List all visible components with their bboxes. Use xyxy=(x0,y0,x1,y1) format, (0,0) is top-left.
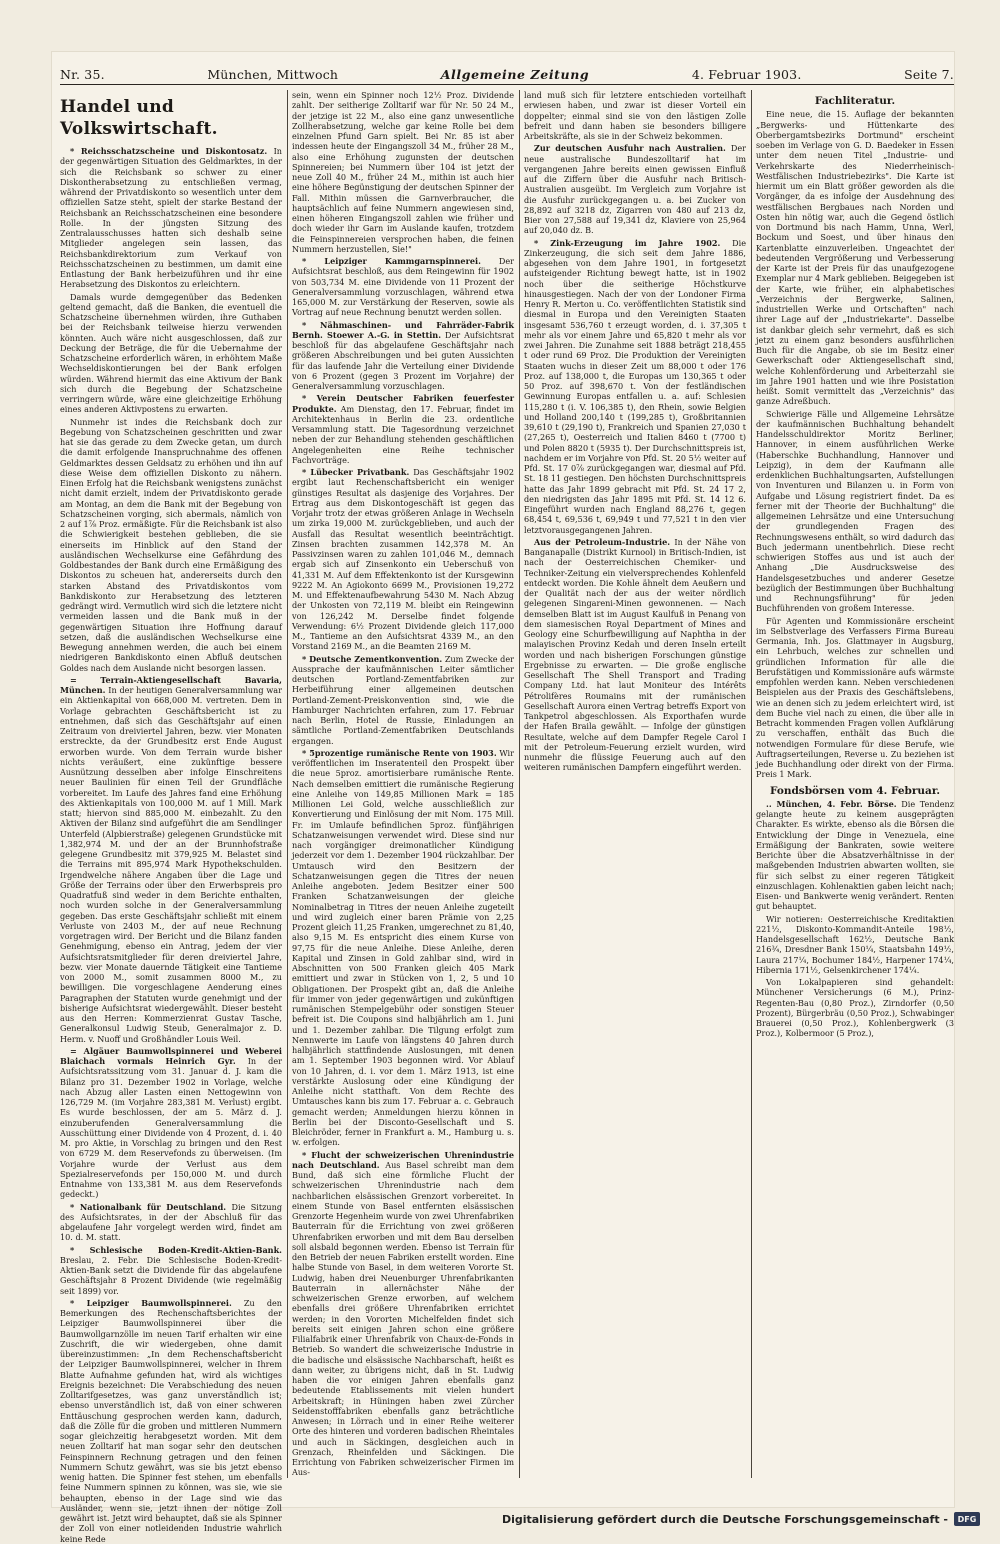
page-number: Seite 7. xyxy=(904,67,954,82)
article-paragraph xyxy=(60,292,282,415)
article-paragraph xyxy=(60,675,282,1044)
section-heading: Fachliteratur. xyxy=(814,95,896,107)
article-lead: Aus der Petroleum-Industrie. xyxy=(534,536,671,547)
article-paragraph xyxy=(292,90,514,254)
column-4 xyxy=(756,90,954,1478)
article-text: Von Lokalpapieren sind gehandelt: Münchener Versicherungs (6 M.), Prinz-Regenten-Bau (0,80 Proz.), Zirndorfer (0,50 Prozent), Bürgerbräu (0,50 Proz.), Schwabinger Brauerei (0,50 Proz.), Kohlenbergwerk (3 Proz.), Kolbermoor (5 Proz.), xyxy=(756,977,954,1039)
article-paragraph xyxy=(60,1245,282,1296)
article-paragraph xyxy=(756,799,954,912)
article-lead: * Nationalbank für Deutschland. xyxy=(70,1201,227,1212)
column-1 xyxy=(60,90,283,1544)
article-paragraph xyxy=(524,537,746,773)
digitization-footer xyxy=(502,1512,980,1526)
article-lead: .. München, 4. Febr. Börse. xyxy=(766,798,897,809)
article-paragraph xyxy=(524,238,746,535)
article-paragraph xyxy=(292,467,514,652)
column-2 xyxy=(292,90,514,1478)
article-text: Damals wurde demgegenüber das Bedenken geltend gemacht, daß die Banken, die eventuell die Schatzscheine übernehmen würden, ihre Guthaben bei der Reichsbank teilweise hierzu verwenden könnten. Auch wäre nicht ausgeschlossen, daß zur Deckung der Beträge, die für die Uebernahme der Schatzscheine erforderlich wären, in erhöhtem Maße Wechseldiskontierungen bei der Bank erfolgen würden. Während hiermit das eine Aktivum der Bank sich durch die Begebung der Schatzscheine verringern würde, wäre eine gleichzeitige Erhöhung eines anderen Aktivpostens zu erwarten. xyxy=(60,291,282,415)
newspaper-title: Allgemeine Zeitung xyxy=(440,67,590,82)
article-text: Breslau, 2. Febr. Die Schlesische Boden-Kredit-Aktien-Bank setzt die Dividende für das abgelaufene Geschäftsjahr 8 Prozent Dividende (wie regelmäßig seit 1899) vor. xyxy=(60,1254,282,1296)
article-paragraph xyxy=(756,616,954,780)
dfg-logo: DFG xyxy=(954,1512,980,1526)
column-3 xyxy=(524,90,746,1478)
article-text: Die Tendenz gelangte heute zu keinem ausgeprägten Charakter. Es wirkte, ebenso als die Börsen die Entwicklung der Dinge in Venezuela, eine Ermäßigung der Bankraten, sowie weitere Berichte über die Absatzverhältnisse in der maßgebenden Industrien abwarten wollten, sie für sich selbst zu einer regeren Tätigkeit einzuschlagen. Kohlenaktien gaben leicht nach; Eisen- und Bankwerte wenig verändert. Renten gut behauptet. xyxy=(756,798,954,912)
article-text: Der Aufsichtsrat beschloß, aus dem Reingewinn für 1902 von 503,734 M. eine Dividende von 11 Prozent der Generalversammlung vorzuschlagen, während etwa 165,000 M. zur Verstärkung der Reserven, sowie als Vortrag auf neue Rechnung benutzt werden sollen. xyxy=(292,256,514,318)
article-paragraph xyxy=(60,1298,282,1544)
article-paragraph xyxy=(756,409,954,614)
footer-text: Digitalisierung gefördert durch die Deutsche Forschungsgemeinschaft - xyxy=(501,1512,948,1526)
article-paragraph xyxy=(756,914,954,976)
article-paragraph xyxy=(756,977,954,1039)
column-divider xyxy=(751,90,752,1478)
article-lead: * Verein Deutscher Fabriken feuerfester Produkte. xyxy=(292,393,514,414)
article-text: Wir notieren: Oesterreichische Kreditaktien 221½, Diskonto-Kommandit-Anteile 198½, Handelsgesellschaft 162½, Deutsche Bank 216¾, Dresdner Bank 150¼, Staatsbahn 149½, Laura 217¼, Bochumer 184½, Harpener 174¼, Hibernia 171½, Gelsenkirchener 174¼. xyxy=(756,913,954,975)
article-text: Der neue australische Bundeszolltarif hat im vergangenen Jahre bereits einen gewissen Einfluß auf die Ziffern über die Ausfuhr nach Britisch-Australien ausgeübt. Im Vergleich zum Vorjahre ist die Ausfuhr zurückgegangen u. a. bei Zucker von 28,892 auf 3218 dz, Zigarren von 480 auf 213 dz, Bier von 27,588 auf 19,341 dz, Klaviere von 25,964 auf 20,040 dz. B. xyxy=(524,143,746,236)
article-text: In der gegenwärtigen Situation des Geldmarktes, in der sich die Reichsbank so schwer zu einer Diskontherabsetzung zu entschließen vermag, während der Privatdiskonto so wesentlich unter dem offiziellen Satze steht, spielt der starke Bestand der Reichsbank an Reichsschatzscheinen eine besondere Rolle. In der jüngsten Sitzung des Zentralausschusses hatten sich deshalb seine Mitglieder angelegen sein lassen, das Reichsbankdirektorium zum Verkauf von Reichsschatzscheinen zu bestimmen, um damit eine Entlastung der Bank herbeizuführen und ihr eine Herabsetzung des Diskontos zu erleichtern. xyxy=(60,146,282,290)
article-text: land muß sich für letztere entschieden vorteilhaft erwiesen haben, und zwar ist dieser Vorteil ein doppelter; einmal sind sie von den lästigen Zolle befreit und dann haben sie besonders billigere Arbeitskräfte, als sie in der Schweiz bekommen. xyxy=(524,90,746,141)
article-paragraph xyxy=(60,1202,282,1243)
section-heading: Fondsbörsen vom 4. Februar. xyxy=(769,784,941,797)
article-lead: * Reichsschatzscheine und Diskontosatz. xyxy=(70,146,268,156)
article-lead: * Flucht der schweizerischen Uhrenindustrie nach Deutschland. xyxy=(292,1149,514,1170)
article-text: sein, wenn ein Spinner noch 12½ Proz. Dividende zahlt. Der seitherige Zolltarif war für Nr. 50 24 M., der jetzige ist 22 M., also eine ganz unwesentliche Zollherabsetzung, welche gar keine Rolle bei dem einzelnen Pfund Garn spielt. Bei Nr. 85 ist aber indessen heute der Eingangszoll 34 M., früher 28 M., also eine Erhöhung zugunsten der deutschen Spinnereien; bei Nummern über 104 ist jetzt der neue Zoll 40 M., früher 24 M., mithin ist auch hier eine höhere Begünstigung der deutschen Spinner der Fall. Mithin müssen die Garnverbraucher, die hauptsächlich auf feine Nummern angewiesen sind, einen höheren Eingangszoll zahlen wie früher und doch wieder ihr Garn im Auslande kaufen, trotzdem die Feinspinnereien versprochen haben, die feinen Nummern herzustellen, Sie!" xyxy=(292,90,514,254)
article-lead: * Nähmaschinen- und Fahrräder-Fabrik Bernh. Stoewer A.-G. in Stettin. xyxy=(292,319,514,340)
article-paragraph xyxy=(60,1046,282,1200)
article-lead: * Schlesische Boden-Kredit-Aktien-Bank. xyxy=(70,1244,282,1255)
article-text: Für Agenten und Kommissionäre erscheint im Selbstverlage des Verfassers Firma Bureau Germania, Inh. Jos. Glattmayer in Augsburg, ein Lehrbuch, welches zur schnellen und gründlichen Information für alle die Berufstätigen und Kommissionäre aufs wärmste empfohlen werden kann. Neben verschiedenen Beispielen aus der Praxis des Geschäftslebens, wie an denen sich zu jedem erleichtert wird, ist dem Buche viel nach zu einen, die über alle in Betracht kommenden Fragen vollen Aufklärung zu verschaffen, enthält das Buch die notwendigen Formulare für diese Berufe, wie Auftragserteilungen, Reverse u. Zu beziehen ist jede Buchhandlung oder direkt von der Firma. Preis 1 Mark. xyxy=(756,615,954,780)
article-text: Die Zinkerzeugung, die sich seit dem Jahre 1886, abgesehen von dem Jahre 1901, in fortgesetzt aufsteigender Richtung bewegt hatte, ist in 1902 noch über die seitherige Höchstkurve hinausgestiegen. Nach der von der Londoner Firma Henry R. Merton u. Co. veröffentlichten Statistik sind diesmal in Europa und den Vereinigten Staaten insgesamt 536,760 t erzeugt worden, d. i. 37,305 t mehr als vor einem Jahre und 65,820 t mehr als vor zwei Jahren. Die Zunahme seit 1888 beträgt 218,455 t oder rund 69 Proz. Die Produktion der Vereinigten Staaten wuchs in dieser Zeit um 88,000 t oder 176 Proz. auf 138,000 t, die Europas um 130,365 t oder 50 Proz. auf 398,670 t. Von der festländischen Gewinnung Europas entfallen u. a. auf: Schlesien 115,280 t (i. V. 106,385 t), den Rhein, sowie Belgien und Holland 200,140 t (199,285 t), Großbritannien 39,610 t (29,190 t), Frankreich und Spanien 27,030 t (27,265 t), Oesterreich und Italien 8460 t (7700 t) und Polen 8820 t (5935 t). Der Durchschnittspreis ist, nachdem er im Vorjahre von Pfd. St. 20 5½ weiter auf Pfd. St. 17 0⅞ zurückgegangen war, diesmal auf Pfd. St. 18 11 gestiegen. Den höchsten Durchschnittspreis hatte das Jahr 1899 gebracht mit Pfd. St. 24 17 2, den niedrigsten das Jahr 1895 mit Pfd. St. 14 12 6. Eingeführt wurden nach England 88,276 t, gegen 68,454 t, 69,536 t, 69,949 t und 77,521 t in den vier letztvorausgegangenen Jahren. xyxy=(524,237,746,535)
article-paragraph xyxy=(756,109,954,406)
article-text: Aus Basel schreibt man dem Bund, daß sich eine förmliche Flucht der schweizerischen Uhrenindustrie nach dem nachbarlichen elsässischen Grenzort vorbereitet. In einem Stunde von Basel entfernten elsässischen Grenzorte Hegenheim wurde von zwei Uhrenfabriken Bauterrain für die Errichtung von zwei größeren Uhrenfabriken erworben und mit dem Bau derselben soll alsbald begonnen werden. Ebenso ist Terrain für den Betrieb der neuen Fabriken erstellt worden. Eine halbe Stunde von Basel, in dem weiteren Vororte St. Ludwig, haben drei Neuenburger Uhrenfabrikanten Bauterrain in allernächster Nähe der schweizerischen Grenze erworben, auf welchem ebenfalls drei größere Uhrenfabriken errichtet werden; in den Vororten Michelfelden findet sich bereits seit einigen Jahren schon eine größere Filialfabrik einer Uhrenfabrik von Chaux-de-Fonds in Betrieb. So wandert die schweizerische Industrie in die badische und elsässische Nachbarschaft, heißt es dann weiter, zu übrigens nicht, daß in St. Ludwig haben die vor einigen Jahren ebenfalls ganz bedeutende Etablissements mit vielen hundert Arbeitskraft; in Hüningen haben zwei Zürcher Seidenstofffabriken ebenfalls ganz beträchtliche Anwesen; in Lörrach und in einer Reihe weiterer Orte des hinteren und vorderen badischen Rheintales und auch in Säckingen, desgleichen auch in Grenzach, Rheinfelden und Säckingen. Die Errichtung von Fabriken schweizerischer Firmen im Aus- xyxy=(292,1159,515,1478)
column-divider xyxy=(519,90,520,1478)
article-lead: Zur deutschen Ausfuhr nach Australien. xyxy=(534,143,726,154)
article-lead: = Algäuer Baumwollspinnerei und Weberei Blaichach vormals Heinrich Gyr. xyxy=(60,1045,282,1066)
article-text: Zu den Bemerkungen des Rechenschaftsberichtes der Leipziger Baumwollspinnerei über die Baumwollgarnzölle im neuen Tarif erhalten wir eine Zuschrift, die wir wiedergeben, ohne damit übereinzustimmen: „In dem Rechenschaftsbericht der Leipziger Baumwollspinnerei, welcher in Ihrem Blatte Aufnahme gefunden hat, wird als wichtiges Ereignis bezeichnet: Die Verabschiedung des neuen Zolltarifgesetzes, was ganz unverständlich ist; ebenso unverständlich ist, daß von einer schweren Enttäuschung gesprochen werden kann, dadurch, daß die Zölle für die groben und mittleren Nummern sogar gleichzeitig herabgesetzt worden. Mit dem neuen Zolltarif hat man sogar sehr den deutschen Feinspinnern Rechnung getragen und den feinen Nummern Schutz gewährt, was sie bis jetzt ebenso wenig hatten. Die Spinner fest stehen, um ebenfalls feine Nummern spinnen zu können, was sie, wie sie behaupten, ebenso in der Lage sind wie das Ausländer, wenn sie, jetzt ihnen der nötige Zoll gewährt ist. Jetzt wird behauptet, daß sie als Spinner der Zoll von einer notleidenden Industrie wahrlich keine Rede xyxy=(60,1297,282,1544)
article-text: In der heutigen Generalversammlung war ein Aktienkapital von 668,000 M. vertreten. Dem in Vorlage gebrachten Geschäftsbericht ist zu entnehmen, daß sich das Geschäftsjahr auf einen Zeitraum von dreiviertel Jahren, bezw. vier Monaten erstreckte, da der Grundbesitz erst Ende August erworben wurde. Von dem Terrain wurde bisher nichts veräußert, eine zukünftige bessere Ausnützung desselben aber infolge Einschreitens neuer Baulinien für einen Teil der Grundfläche vorbereitet. Im Laufe des Jahres fand eine Erhöhung des Aktienkapitals von 100,000 M. auf 1 Mill. Mark statt; hiervon sind 885,000 M. einbezahlt. Zu den Aktiven der Bilanz sind aufgeführt die am Sendlinger Unterfeld (Alpbierstraße) gelegenen Grundstücke mit 1,382,974 M. und der an der Brunnhofstraße gelegene Grundbesitz mit 379,925 M. Belastet sind die Terrains mit 895,974 Mark Hypothekschulden. Irgendwelche nähere Angaben über die Lage und Größe der Terrains oder über den Erwerbspreis pro Quadratfuß sind weder in dem Berichte enthalten, noch wurden solche in der Generalversammlung gegeben. Das erste Geschäftsjahr schließt mit einem Verluste von 2403 M., der auf neue Rechnung vorgetragen wird. Der Bericht und die Bilanz fanden Genehmigung, ebenso ein Antrag, jedem der vier Aufsichtsratsmitglieder für deren dreiviertel Jahre, bezw. vier Monate dauernde Tätigkeit eine Tantieme von 2000 M., somit zusammen 8000 M., zu bewilligen. Die vorgeschlagene Aenderung eines Paragraphen der Statuten wurde genehmigt und der bisherige Aufsichtsrat wiedergewählt. Dieser besteht aus den Herren: Kommerzienrat Gustav Tasche, Generalkonsul Ludwig Steub, Generalmajor z. D. Herm. v. Nuoff und Großhändler Louis Weil. xyxy=(60,685,282,1044)
article-paragraph xyxy=(292,320,514,392)
article-lead: * Zink-Erzeugung im Jahre 1902. xyxy=(534,237,721,248)
article-text: Schwierige Fälle und Allgemeine Lehrsätze der kaufmännischen Buchhaltung behandelt Handelsschuldirektor Moritz Berliner, Hannover, in einem ausführlichen Werke (Haberschke Buchhandlung, Hannover und Leipzig), in dem der Kaufmann alle erdenklichen Buchhaltungsarten, Aufstellungen von Inventuren und Bilanzen u. in Form von Aufgabe und Lösung registriert findet. Da es ferner mit der Theorie der Buchhaltung" die allgemeinen Lehrsätze und eine Untersuchung der grundlegenden Fragen des Rechnungswesens enthält, so wird dadurch das Buch jedermann unentbehrlich. Diese recht schwierigen Stoffes aus und ist auch der Anhang „Die Ausdrucksweise des Handelsgesetzbuches und anderer Gesetze bezüglich der Bestimmungen über Buchhaltung und Rechnungsführung" für jeden Buchführenden von großem Interesse. xyxy=(756,408,954,614)
article-lead: * Deutsche Zementkonvention. xyxy=(302,653,443,664)
article-text: Zum Zwecke der Aussprache der kaufmännischen Leiter sämtlicher deutschen Portland-Zementfabriken zur Herbeiführung einer allgemeinen deutschen Portland-Zement-Preiskonvention sind, wie die Hamburger Nachrichten erfahren, zum 17. Februar nach Berlin, Hotel de Russie, Einladungen an sämtliche Portland-Zementfabriken Deutschlands ergangen. xyxy=(292,653,514,746)
place-day: München, Mittwoch xyxy=(207,67,339,82)
article-text: Eine neue, die 15. Auflage der bekannten „Bergwerks- und Hüttenkarte des Oberbergamtsbezirks Dortmund" erscheint soeben im Verlage von G. D. Baedeker in Essen unter dem neuen Titel „Industrie- und Verkehrskarte des Niederrheinisch-Westfälischen Industriebezirks". Die Karte ist hiermit um ein Blatt größer geworden als die Vorgänger, da es infolge der Ausdehnung des westfälischen Bergbaues nach Norden und Osten hin nötig war, auch die Gegend östlich von Dortmund bis nach Hamm, Unna, Werl, Bockum und Soest, und über hinaus den Kartenblatte einzuverleiben. Ungeachtet der bedeutenden Vergrößerung und Verbesserung der Karte ist der Preis für das unaufgezogene Exemplar nur 4 Mark geblieben. Beigegeben ist der Karte, wie früher, ein alphabetisches „Verzeichnis der Bergwerke, Salinen, industriellen Werke und Ortschaften" nach ihrer Lage auf der „Industriekarte". Dasselbe ist dankbar gleich sehr vermehrt, daß es sich jetzt zu einem ganz besonders ausführlichen Buch für die Angabe, ob sie im Besitz einer Gewerkschaft oder Aktiengesellschaft sind, welche Kohlenförderung und Arbeiterzahl sie im Jahre 1901 hatten und wie ihre Posistation heißt. Somit vermittelt das „Verzeichnis" das ganze Adreßbuch. xyxy=(756,109,954,407)
article-text: Am Dienstag, den 17. Februar, findet im Architektenhaus in Berlin die 23. ordentliche Versammlung statt. Die Tagesordnung verzeichnet neben der zur Behandlung stehenden geschäftlichen Angelegenheiten eine Reihe technischer Fachvorträge. xyxy=(292,403,515,465)
article-text: Die Sitzung des Aufsichtsrates, in der der Abschluß für das abgelaufene Jahr vorgelegt werden wird, findet am 10. d. M. statt. xyxy=(60,1201,283,1243)
article-paragraph xyxy=(524,143,746,235)
issue-date: 4. Februar 1903. xyxy=(691,67,802,82)
column-divider xyxy=(287,90,288,1478)
article-paragraph xyxy=(524,90,746,141)
article-paragraph xyxy=(292,654,514,746)
article-lead: * Lübecker Privatbank. xyxy=(302,467,410,477)
article-paragraph xyxy=(60,146,282,290)
article-text: Wir veröffentlichen im Inseratenteil den Prospekt über die neue 5proz. amortisierbare rumänische Rente. Nach demselben emittiert die rumänische Regierung eine Anleihe von 149,85 Millionen Mark = 185 Millionen Lei Gold, welche ausschließlich zur Konvertierung und Einlösung der mit Nom. 175 Mill. Fr. im Umlaufe befindlichen 5proz. fünfjährigen Schatzanweisungen verwendet wird. Diese sind nur nach vorgängiger dreimonatlicher Kündigung jederzeit vor dem 1. Dezember 1904 rückzahlbar. Der Umtausch wird den Besitzern der Schatzanweisungen gegen die Titres der neuen Anleihe angeboten. Jedem Besitzer einer 500 Franken Schatzanweisungen der gleiche Nominalbetrag in Titres der neuen Anleihe zugeteilt und wird zugleich einer baren Prämie von 2,25 Prozent gleich 11,25 Franken, umgerechnet zu 81,40, also 9,15 M. Es entspricht dies einem Kurse von 97,75 für die neue Anleihe. Diese Anleihe, deren Kapital und Zinsen in Gold zahlbar sind, wird in Abschnitten von 500 Franken gleich 405 Mark emittiert und zwar in Stücken von 1, 2, 5 und 10 Obligationen. Der Prospekt gibt an, daß die Anleihe für immer von jeder gegenwärtigen und zukünftigen rumänischen Stempelgebühr oder sonstigen Steuer befreit ist. Die Coupons sind halbjährlich am 1. Juni und 1. Dezember zahlbar. Die Tilgung erfolgt zum Nennwerte im Laufe von längstens 40 Jahren durch halbjährlich stattfindende Auslosungen, mit denen am 1. September 1903 begonnen wird. Vor Ablauf von 10 Jahren, d. i. vor dem 1. März 1913, ist eine verstärkte Auslosung oder eine Kündigung der Anleihe nicht statthaft. Von dem Rechte des Umtausches kann bis zum 17. Februar a. c. Gebrauch gemacht werden; Anmeldungen hierzu können in Berlin bei der Disconto-Gesellschaft und S. Bleichröder, ferner in Frankfurt a. M., Hamburg u. s. w. erfolgen. xyxy=(292,747,514,1148)
article-text: Nunmehr ist indes die Reichsbank doch zur Begebung von Schatzscheinen geschritten und zwar hat sie das gerade zu dem Zwecke getan, um durch die damit erfolgende Inanspruchnahme des offenen Geldmarktes dessen Geldsatz zu erhöhen und ihn auf diese Weise dem offiziellen Diskonto zu nähern. Einen Erfolg hat die Reichsbank wenigstens zunächst nicht damit erzielt, indem der Privatdiskonto gerade am Montag, an dem die Bank mit der Begebung von Schatzscheinen vorging, sich abermals, nämlich von 2 auf 1⅞ Proz. ermäßigte. Für die Reichsbank ist also die Schwierigkeit bestehen geblieben, die sie einerseits im Hinblick auf den Stand der ausländischen Wechselkurse eine Gefährdung des Goldbestandes der Bank durch eine Ermäßigung des Diskontos zu scheuen hat, andererseits durch den starken Abstand des Privatdiskontos vom Bankdiskonto zur Herabsetzung des letzteren gedrängt wird. Vermutlich wird sich die letztere nicht vermeiden lassen und die Bank muß in der gegenwärtigen Situation ihre Hoffnung darauf setzen, daß die ausländischen Wechselkurse eine Bewegung annehmen werden, die auch bei einem niedrigeren Bankdiskonto einen Abfluß deutschen Goldes nach dem Auslande nicht besorgen lassen. xyxy=(60,416,282,673)
article-text: Das Geschäftsjahr 1902 ergibt laut Rechenschaftsbericht ein weniger günstiges Resultat als dasjenige des Vorjahres. Der Ertrag aus dem Diskontogeschäft ist gegen das Vorjahr trotz der etwas größeren Anlage in Wechseln um zirka 19,000 M. zurückgeblieben, und auch der Ausfall das Resultat wesentlich beeinträchtigt. Zinsen brachten zusammen 142,378 M. An Passivzinsen waren zu zahlen 101,046 M., demnach ergab sich auf Zinsenkonto ein Ueberschuß von 41,331 M. Auf dem Effektenkonto ist der Kursgewinn 9222 M. An Agiokonto 6699 M., Provisionen 19,272 M. und Effektenaufbewahrung 5430 M. Nach Abzug der Unkosten von 72,119 M. bleibt ein Reingewinn von 126,242 M. Derselbe findet folgende Verwendung: 6½ Prozent Dividende gleich 117,000 M., Tantieme an den Aufsichtsrat 4339 M., an den Vorstand 2169 M., an die Beamten 2169 M. xyxy=(292,467,514,652)
article-lead: * Leipziger Baumwollspinnerei. xyxy=(70,1297,232,1308)
article-paragraph xyxy=(60,417,282,673)
article-text: Der Aufsichtsrat beschloß für das abgelaufene Geschäftsjahr nach größeren Abschreibungen und bei guten Aussichten für das laufende Jahr die Verteilung einer Dividende von 6 Prozent (gegen 3 Prozent im Vorjahre) der Generalversammlung vorzuschlagen. xyxy=(292,329,514,391)
article-paragraph xyxy=(292,256,514,318)
page-header xyxy=(60,60,954,82)
section-title: Handel und Volkswirtschaft. xyxy=(60,97,218,139)
issue-number: Nr. 35. xyxy=(60,67,105,82)
article-text: In der Nähe von Banganapalle (Distrikt Kurnool) in Britisch-Indien, ist nach der Oesterreichischen Chemiker- und Techniker-Zeitung ein vielversprechendes Kohlenfeld entdeckt worden. Die Kohle ähnelt dem Aeußern und der Qualität nach der aus der weiter nördlich gelegenen Singareni-Minen gewonnenen. — Nach demselben Blatt ist im August Kaulfuß in Penang von dem siamesischen Royal Department of Mines and Geology eine Schurfbewilligung auf Naphtha in der malayischen Provinz Kedah und deren Inseln erteilt worden und nach bisherigen Forschungen günstige Ergebnisse zu erwarten. — Die große englische Gesellschaft The Shell Transport and Trading Company Ltd. hat laut Moniteur des Intérêts Pétrolifères Roumains mit der rumänischen Gesellschaft Aurora einen Vertrag betreffs Export von Tankpetrol abgeschlossen. Als Exporthafen wurde der Hafen Braila gewählt. — Infolge der günstigen Resultate, welche auf dem Dampfer Regele Carol I mit der Petroleum-Feuerung erzielt wurden, wird nunmehr die flüssige Feuerung auch auf den weiteren rumänischen Dampfern eingeführt werden. xyxy=(524,536,746,773)
article-lead: * Leipziger Kammgarnspinnerei. xyxy=(302,256,481,266)
article-lead: = Terrain-Aktiengesellschaft Bavaria, München. xyxy=(60,674,282,695)
article-lead: * 5prozentige rumänische Rente von 1903. xyxy=(302,747,497,758)
article-paragraph xyxy=(292,748,514,1148)
article-paragraph xyxy=(292,393,514,465)
article-paragraph xyxy=(292,1150,514,1478)
header-rule xyxy=(60,84,954,85)
article-text: In der Aufsichtsratssitzung vom 31. Januar d. J. kam die Bilanz pro 31. Dezember 1902 in Vorlage, welche nach Abzug aller Lasten einen Nettogewinn von 126,729 M. (im Vorjahre 283,381 M. Verlust) ergibt. Es wurde beschlossen, der am 5. März d. J. einzuberufenden Generalversammlung die Ausschüttung einer Dividende von 4 Prozent, d. i. 40 M. pro Aktie, in Vorschlag zu bringen und den Rest von 6729 M. dem Reservefonds zu überweisen. (Im Vorjahre wurde der Verlust aus dem Spezialreservefonds per 150,000 M. und durch Entnahme von 133,381 M. aus dem Reservefonds gedeckt.) xyxy=(60,1056,282,1200)
